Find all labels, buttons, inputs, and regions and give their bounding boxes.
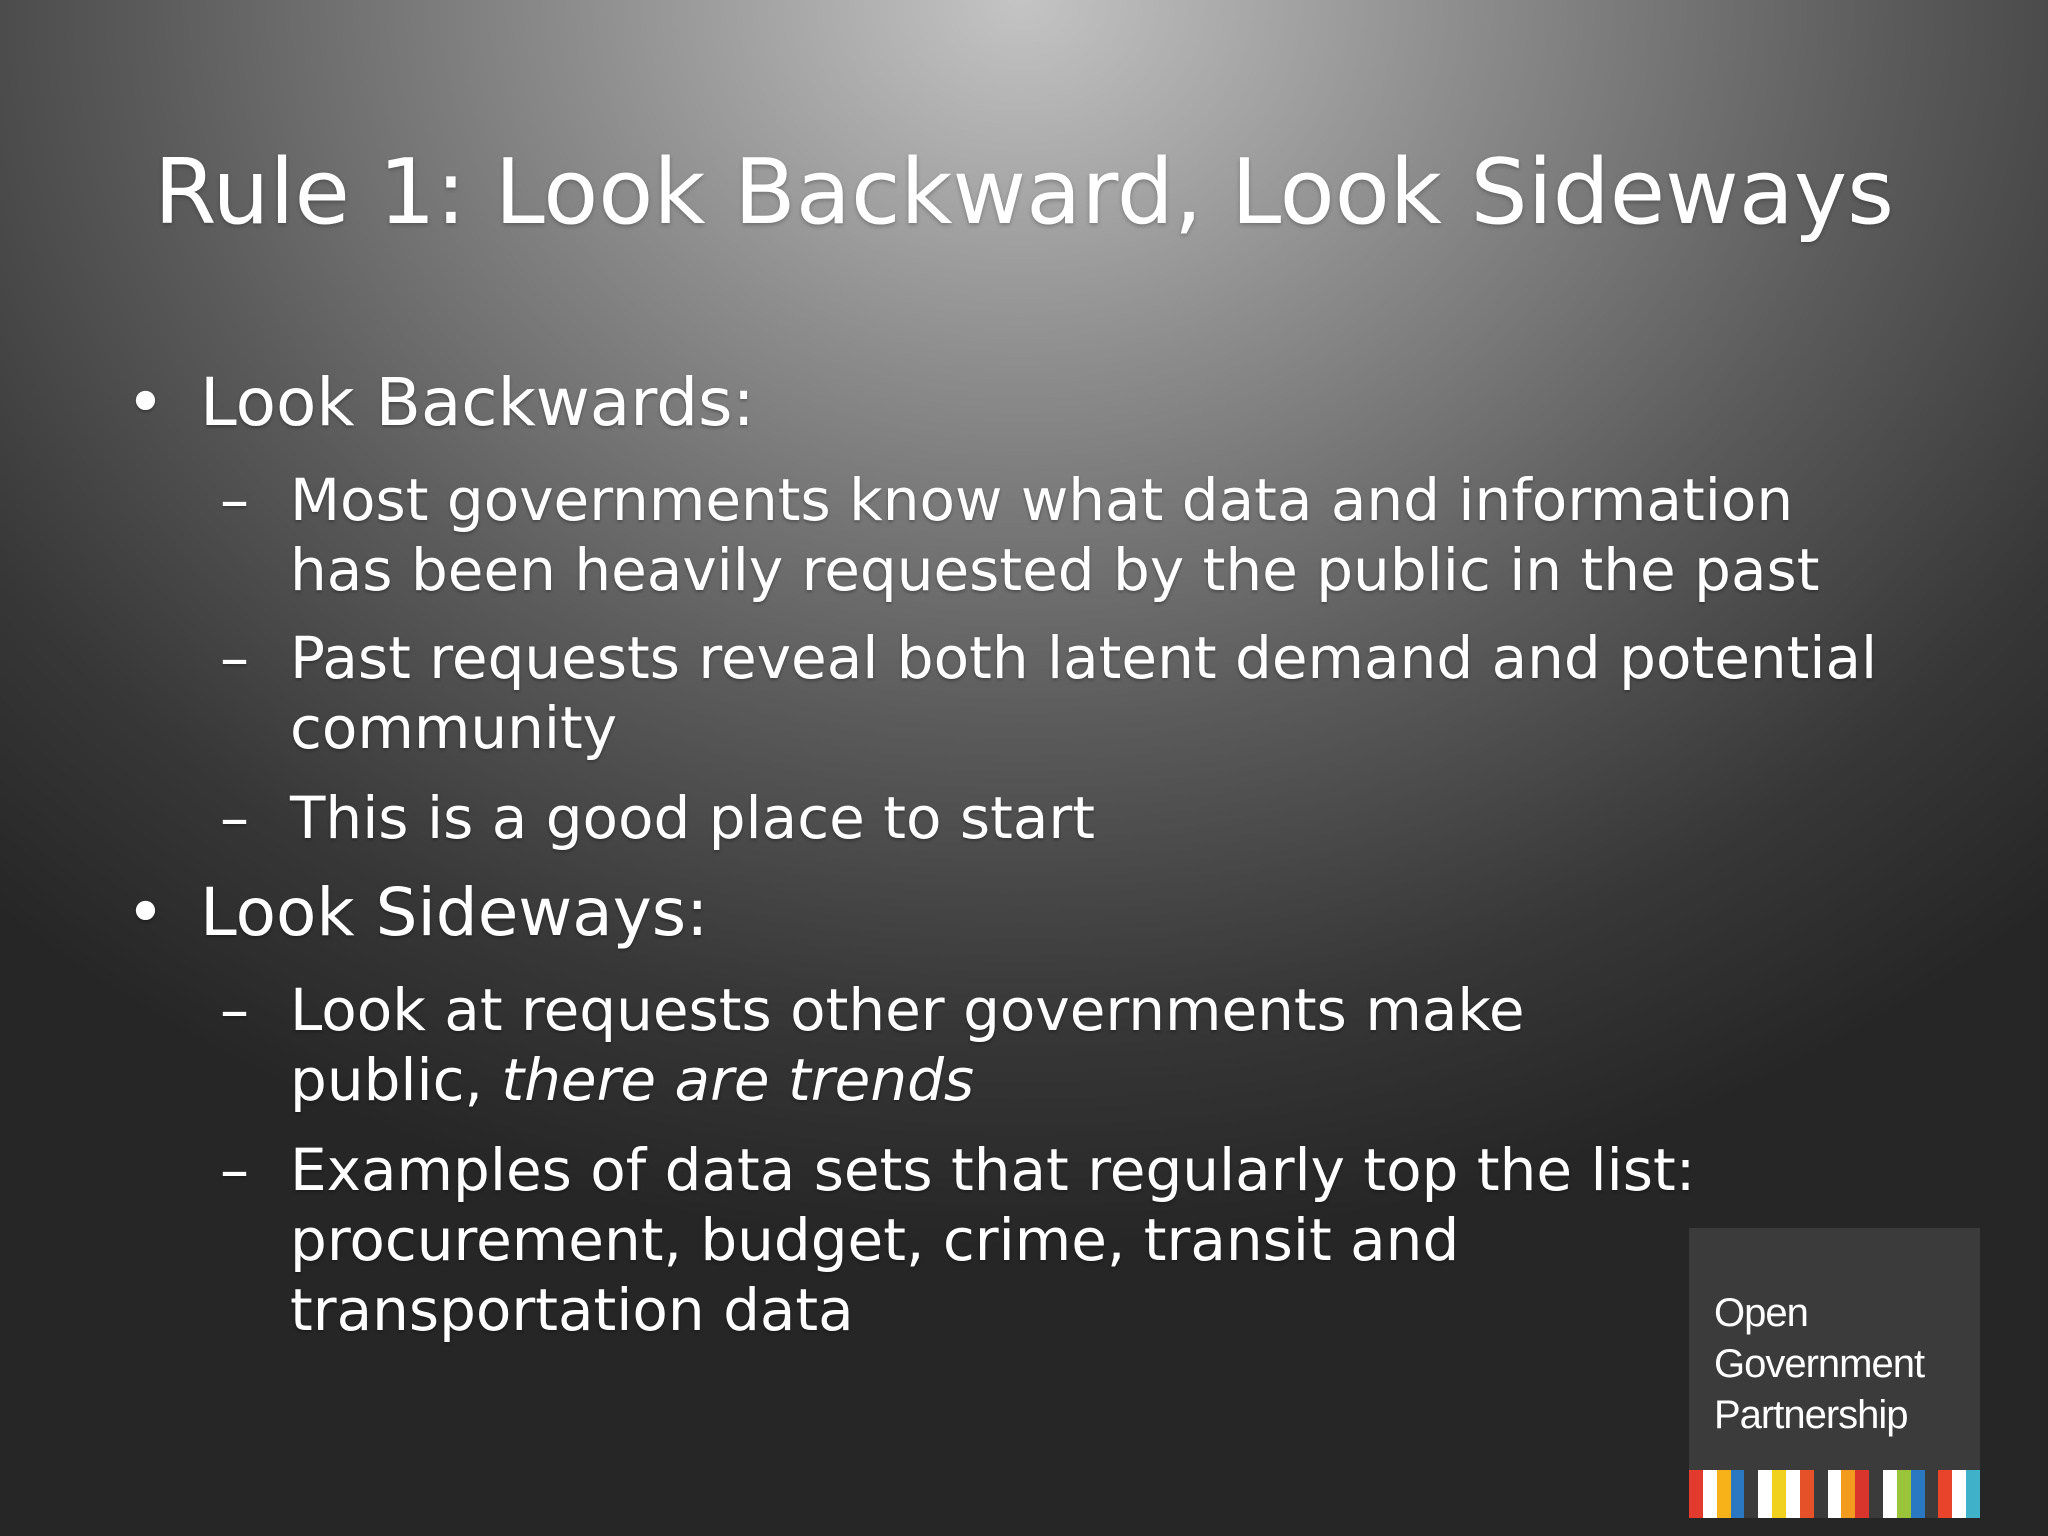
dash-glyph: – <box>220 976 249 1044</box>
logo-stripe <box>1731 1470 1745 1518</box>
sub-bullet-line: Look at requests other governments make <box>290 976 1525 1044</box>
logo-stripe <box>1744 1470 1758 1518</box>
emphasis-text: there are trends <box>501 1046 975 1114</box>
bullet-label: Look Sideways: <box>200 874 709 951</box>
logo-color-stripes <box>1689 1470 1980 1518</box>
logo-stripe <box>1786 1470 1800 1518</box>
bullet-label: Look Backwards: <box>200 364 755 441</box>
sub-bullet-line: Most governments know what data and information <box>290 466 1794 534</box>
logo-stripe <box>1772 1470 1786 1518</box>
sub-bullet-line: transportation data <box>290 1276 854 1344</box>
logo-stripe <box>1758 1470 1772 1518</box>
logo-stripe <box>1869 1470 1883 1518</box>
dash-glyph: – <box>220 784 249 852</box>
logo-stripe <box>1814 1470 1828 1518</box>
logo-stripe <box>1952 1470 1966 1518</box>
dash-glyph: – <box>220 466 249 534</box>
open-government-partnership-logo <box>1689 1228 1980 1518</box>
logo-stripe <box>1717 1470 1731 1518</box>
sub-bullet-line: Examples of data sets that regularly top the list: <box>290 1136 1696 1204</box>
logo-stripe <box>1938 1470 1952 1518</box>
sub-bullet-line: has been heavily requested by the public in the past <box>290 536 1820 604</box>
bullet-dot: • <box>126 364 165 441</box>
sub-bullet-line: community <box>290 694 618 762</box>
logo-stripe <box>1703 1470 1717 1518</box>
sub-bullet-text: public, <box>290 1046 502 1114</box>
logo-line: Government <box>1714 1342 1925 1386</box>
logo-wordmark <box>1714 1288 1924 1441</box>
logo-stripe <box>1855 1470 1869 1518</box>
logo-line: Partnership <box>1714 1393 1908 1437</box>
logo-stripe <box>1911 1470 1925 1518</box>
logo-stripe <box>1966 1470 1980 1518</box>
logo-line: Open <box>1714 1291 1808 1335</box>
sub-bullet-line <box>290 1045 974 1115</box>
slide-title: Rule 1: Look Backward, Look Sideways <box>153 140 1895 245</box>
dash-glyph: – <box>220 624 249 692</box>
logo-stripe <box>1883 1470 1897 1518</box>
logo-stripe <box>1800 1470 1814 1518</box>
logo-stripe <box>1828 1470 1842 1518</box>
logo-stripe <box>1689 1470 1703 1518</box>
logo-stripe <box>1897 1470 1911 1518</box>
bullet-dot: • <box>126 874 165 951</box>
sub-bullet-line: Past requests reveal both latent demand and potential <box>290 624 1878 692</box>
sub-bullet-line: procurement, budget, crime, transit and <box>290 1206 1460 1274</box>
sub-bullet-line: This is a good place to start <box>290 784 1095 852</box>
logo-stripe <box>1841 1470 1855 1518</box>
logo-stripe <box>1925 1470 1939 1518</box>
dash-glyph: – <box>220 1136 249 1204</box>
